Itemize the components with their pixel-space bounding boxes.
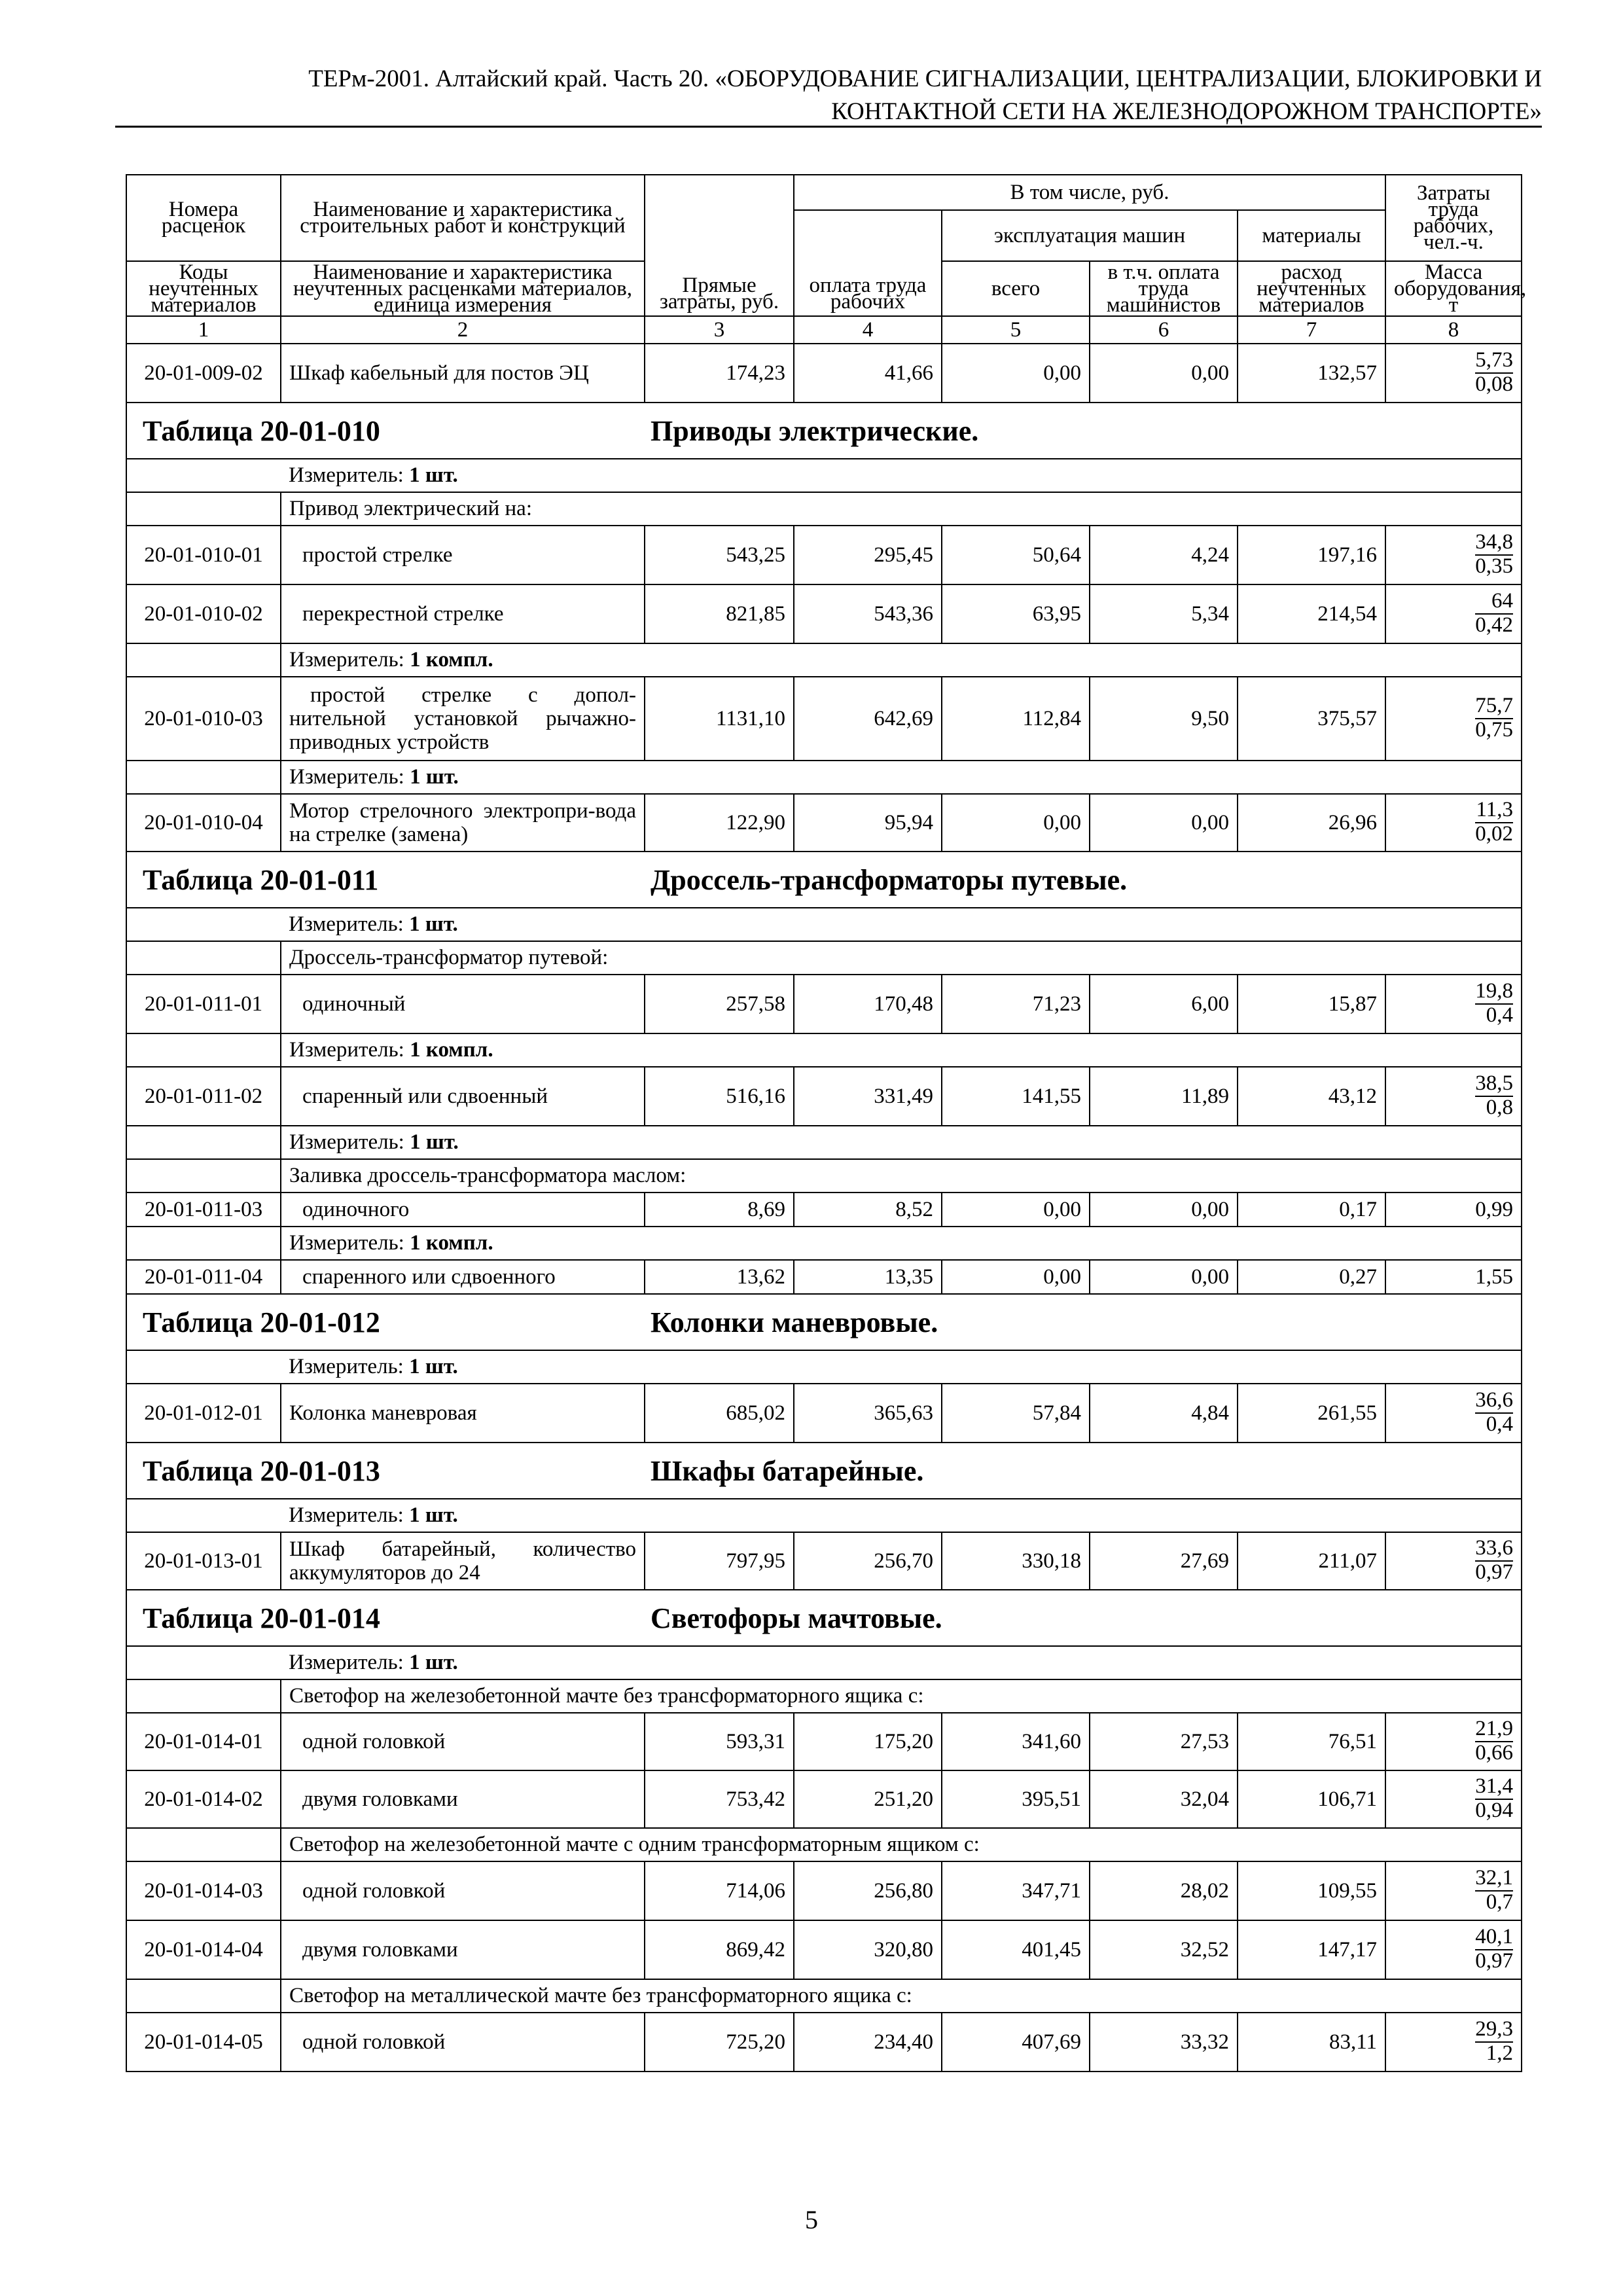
measure-label: Измеритель: (289, 463, 404, 487)
worker-pay: 251,20 (794, 1770, 942, 1828)
machinist-pay: 0,00 (1090, 344, 1238, 403)
table-row (126, 1067, 1522, 1126)
labor: 40,1 (1475, 1926, 1513, 1950)
measure-unit: 1 компл. (410, 1038, 493, 1062)
head-material-codes: Коды неучтенных материалов (126, 261, 281, 316)
group-row (126, 492, 1522, 526)
col-number: 3 (645, 316, 794, 344)
section-title: Дроссель-трансформаторы путевые. (651, 863, 1128, 896)
labor-mass (1385, 975, 1522, 1033)
section-number: Таблица 20-01-014 (143, 1602, 380, 1634)
mass: 0,42 (1475, 613, 1514, 637)
machines-total: 407,69 (942, 2013, 1090, 2072)
mass: 0,97 (1475, 1560, 1514, 1584)
group-title: Дроссель-трансформатор путевой: (281, 941, 1522, 975)
col-number: 5 (942, 316, 1090, 344)
machinist-pay: 6,00 (1090, 975, 1238, 1033)
col-number: 7 (1238, 316, 1385, 344)
materials: 197,16 (1238, 526, 1385, 584)
worker-pay: 642,69 (794, 677, 942, 761)
labor: 1,55 (1385, 1260, 1522, 1294)
head-material-name: Наименование и характеристика неучтенных расценками материалов, единица измерения (281, 261, 645, 316)
measure-label: Измеритель: (289, 1038, 404, 1062)
machines-total: 347,71 (942, 1861, 1090, 1920)
worker-pay: 95,94 (794, 794, 942, 852)
group-row (126, 941, 1522, 975)
table-row (126, 794, 1522, 852)
head-total: всего (942, 261, 1090, 316)
section-number: Таблица 20-01-011 (143, 863, 379, 896)
materials: 26,96 (1238, 794, 1385, 852)
machinist-pay: 0,00 (1090, 1260, 1238, 1294)
materials: 106,71 (1238, 1770, 1385, 1828)
materials: 132,57 (1238, 344, 1385, 403)
measure-label: Измеритель: (289, 1231, 404, 1255)
labor-mass (1385, 1770, 1522, 1828)
labor: 5,73 (1475, 350, 1513, 374)
rate-name: простой стрелке с допол-нительной установкой рычажно-приводных устройств (281, 677, 645, 761)
direct-costs: 593,31 (645, 1713, 794, 1770)
machines-total: 0,00 (942, 1193, 1090, 1227)
rate-code: 20-01-011-02 (126, 1067, 281, 1126)
head-equipment-mass: Масса оборудования, т (1385, 261, 1522, 316)
materials: 15,87 (1238, 975, 1385, 1033)
table-row (126, 1920, 1522, 1979)
direct-costs: 8,69 (645, 1193, 794, 1227)
mass: 0,7 (1486, 1890, 1514, 1914)
labor-mass (1385, 794, 1522, 852)
machinist-pay: 27,53 (1090, 1713, 1238, 1770)
direct-costs: 13,62 (645, 1260, 794, 1294)
worker-pay: 234,40 (794, 2013, 942, 2072)
measure-row (126, 908, 1522, 941)
worker-pay: 295,45 (794, 526, 942, 584)
rates-table (126, 174, 1527, 2072)
mass: 1,2 (1486, 2041, 1514, 2065)
rate-name: одиночного (281, 1193, 645, 1227)
section-heading (126, 852, 1522, 908)
group-row (126, 1979, 1522, 2013)
col-number: 2 (281, 316, 645, 344)
rate-name: одной головкой (281, 2013, 645, 2072)
machines-total: 395,51 (942, 1770, 1090, 1828)
mass: 0,75 (1475, 718, 1514, 742)
measure-label: Измеритель: (289, 912, 404, 936)
mass: 0,02 (1475, 822, 1514, 846)
measure-label: Измеритель: (289, 1355, 404, 1378)
labor: 32,1 (1475, 1867, 1513, 1892)
labor-mass (1385, 677, 1522, 761)
labor: 34,8 (1475, 531, 1513, 556)
machinist-pay: 32,52 (1090, 1920, 1238, 1979)
machines-total: 0,00 (942, 1260, 1090, 1294)
labor-mass (1385, 1384, 1522, 1443)
col-number: 4 (794, 316, 942, 344)
col-number: 6 (1090, 316, 1238, 344)
direct-costs: 821,85 (645, 584, 794, 643)
worker-pay: 170,48 (794, 975, 942, 1033)
measure-label: Измеритель: (289, 648, 404, 672)
section-title: Светофоры мачтовые. (651, 1602, 942, 1634)
section-number: Таблица 20-01-013 (143, 1454, 380, 1487)
materials: 76,51 (1238, 1713, 1385, 1770)
worker-pay: 543,36 (794, 584, 942, 643)
col-number: 8 (1385, 316, 1522, 344)
rate-name: двумя головками (281, 1920, 645, 1979)
labor-mass (1385, 1067, 1522, 1126)
labor-mass (1385, 1920, 1522, 1979)
rate-code: 20-01-012-01 (126, 1384, 281, 1443)
machinist-pay: 33,32 (1090, 2013, 1238, 2072)
materials: 0,17 (1238, 1193, 1385, 1227)
rate-code: 20-01-014-03 (126, 1861, 281, 1920)
machines-total: 141,55 (942, 1067, 1090, 1126)
materials: 375,57 (1238, 677, 1385, 761)
labor-mass (1385, 526, 1522, 584)
labor: 31,4 (1475, 1776, 1513, 1800)
measure-row (126, 459, 1522, 492)
rate-code: 20-01-010-02 (126, 584, 281, 643)
rate-code: 20-01-014-05 (126, 2013, 281, 2072)
group-title: Привод электрический на: (281, 492, 1522, 526)
measure-unit: 1 шт. (410, 1130, 459, 1154)
group-title: Светофор на железобетонной мачте без трансформаторного ящика с: (281, 1679, 1522, 1713)
direct-costs: 516,16 (645, 1067, 794, 1126)
direct-costs: 753,42 (645, 1770, 794, 1828)
group-title: Светофор на металлической мачте без трансформаторного ящика с: (281, 1979, 1522, 2013)
machinist-pay: 27,69 (1090, 1532, 1238, 1590)
section-number: Таблица 20-01-010 (143, 414, 380, 447)
rate-code: 20-01-011-04 (126, 1260, 281, 1294)
rate-name: одной головкой (281, 1861, 645, 1920)
rate-name: одиночный (281, 975, 645, 1033)
machinist-pay: 4,84 (1090, 1384, 1238, 1443)
table-row (126, 526, 1522, 584)
section-heading (126, 1590, 1522, 1646)
mass: 0,4 (1486, 1412, 1514, 1436)
worker-pay: 175,20 (794, 1713, 942, 1770)
group-row (126, 1159, 1522, 1193)
measure-row (126, 1126, 1522, 1159)
mass: 0,8 (1486, 1096, 1514, 1119)
worker-pay: 256,70 (794, 1532, 942, 1590)
materials: 147,17 (1238, 1920, 1385, 1979)
measure-unit: 1 шт. (409, 912, 458, 936)
section-heading (126, 1294, 1522, 1350)
rate-name: Шкаф кабельный для постов ЭЦ (281, 344, 645, 403)
rate-name: простой стрелке (281, 526, 645, 584)
rate-code: 20-01-010-03 (126, 677, 281, 761)
rate-code: 20-01-010-01 (126, 526, 281, 584)
labor-mass (1385, 344, 1522, 403)
labor: 21,9 (1475, 1718, 1513, 1742)
labor: 36,6 (1475, 1390, 1513, 1414)
measure-unit: 1 шт. (410, 765, 459, 789)
worker-pay: 256,80 (794, 1861, 942, 1920)
materials: 214,54 (1238, 584, 1385, 643)
group-title: Заливка дроссель-трансформатора маслом: (281, 1159, 1522, 1193)
machines-total: 0,00 (942, 794, 1090, 852)
measure-unit: 1 компл. (410, 648, 493, 672)
materials: 261,55 (1238, 1384, 1385, 1443)
table-row (126, 584, 1522, 643)
rate-code: 20-01-014-04 (126, 1920, 281, 1979)
rate-name: Шкаф батарейный, количество аккумуляторов до 24 (281, 1532, 645, 1590)
measure-label: Измеритель: (289, 1130, 404, 1154)
head-machinist-pay: в т.ч. оплата труда машинистов (1090, 261, 1238, 316)
worker-pay: 320,80 (794, 1920, 942, 1979)
section-title: Шкафы батарейные. (651, 1454, 924, 1487)
labor: 75,7 (1475, 695, 1513, 719)
rate-code: 20-01-010-04 (126, 794, 281, 852)
rate-code: 20-01-014-01 (126, 1713, 281, 1770)
col-number: 1 (126, 316, 281, 344)
table-row (126, 1770, 1522, 1828)
rate-code: 20-01-009-02 (126, 344, 281, 403)
running-header-line2: КОНТАКТНОЙ СЕТИ НА ЖЕЛЕЗНОДОРОЖНОМ ТРАНСПОРТЕ» (831, 98, 1542, 125)
direct-costs: 174,23 (645, 344, 794, 403)
measure-row (126, 1499, 1522, 1532)
direct-costs: 122,90 (645, 794, 794, 852)
measure-row (126, 1033, 1522, 1067)
measure-unit: 1 шт. (409, 1651, 458, 1674)
running-header-line1: ТЕРм-2001. Алтайский край. Часть 20. «ОБОРУДОВАНИЕ СИГНАЛИЗАЦИИ, ЦЕНТРАЛИЗАЦИИ, БЛОКИРОВКИ И (308, 65, 1542, 92)
labor-mass (1385, 1861, 1522, 1920)
machinist-pay: 32,04 (1090, 1770, 1238, 1828)
table-row (126, 1861, 1522, 1920)
machines-total: 330,18 (942, 1532, 1090, 1590)
mass: 0,08 (1475, 372, 1514, 396)
rate-name: Колонка маневровая (281, 1384, 645, 1443)
mass: 0,66 (1475, 1741, 1514, 1765)
worker-pay: 331,49 (794, 1067, 942, 1126)
rate-code: 20-01-013-01 (126, 1532, 281, 1590)
section-number: Таблица 20-01-012 (143, 1306, 380, 1338)
mass: 0,35 (1475, 554, 1514, 578)
table-row (126, 1384, 1522, 1443)
worker-pay: 41,66 (794, 344, 942, 403)
measure-row (126, 1646, 1522, 1679)
materials: 109,55 (1238, 1861, 1385, 1920)
measure-label: Измеритель: (289, 1503, 404, 1527)
head-direct-costs: Прямые затраты, руб. (645, 175, 794, 316)
head-worker-pay: оплата труда рабочих (794, 210, 942, 316)
table-row (126, 344, 1522, 403)
materials: 211,07 (1238, 1532, 1385, 1590)
measure-row (126, 643, 1522, 677)
rate-code: 20-01-011-03 (126, 1193, 281, 1227)
machines-total: 50,64 (942, 526, 1090, 584)
measure-unit: 1 шт. (409, 463, 458, 487)
labor-mass (1385, 584, 1522, 643)
materials: 0,27 (1238, 1260, 1385, 1294)
labor: 64 (1475, 590, 1513, 615)
machinist-pay: 11,89 (1090, 1067, 1238, 1126)
machines-total: 341,60 (942, 1713, 1090, 1770)
machinist-pay: 5,34 (1090, 584, 1238, 643)
machines-total: 112,84 (942, 677, 1090, 761)
machines-total: 401,45 (942, 1920, 1090, 1979)
rate-name: Мотор стрелочного электропри-вода на стрелке (замена) (281, 794, 645, 852)
labor-mass (1385, 2013, 1522, 2072)
measure-label: Измеритель: (289, 1651, 404, 1674)
table-row (126, 1713, 1522, 1770)
machinist-pay: 28,02 (1090, 1861, 1238, 1920)
machines-total: 63,95 (942, 584, 1090, 643)
machinist-pay: 9,50 (1090, 677, 1238, 761)
head-rate-numbers: Номера расценок (126, 175, 281, 261)
mass: 0,94 (1475, 1799, 1514, 1822)
machinist-pay: 0,00 (1090, 794, 1238, 852)
group-row (126, 1828, 1522, 1861)
measure-row (126, 1227, 1522, 1260)
direct-costs: 1131,10 (645, 677, 794, 761)
rate-name: спаренный или сдвоенный (281, 1067, 645, 1126)
section-title: Колонки маневровые. (651, 1306, 938, 1338)
group-row (126, 1679, 1522, 1713)
table-row (126, 1193, 1522, 1227)
worker-pay: 8,52 (794, 1193, 942, 1227)
direct-costs: 714,06 (645, 1861, 794, 1920)
section-heading (126, 403, 1522, 459)
direct-costs: 257,58 (645, 975, 794, 1033)
materials: 83,11 (1238, 2013, 1385, 2072)
rate-name: двумя головками (281, 1770, 645, 1828)
machinist-pay: 0,00 (1090, 1193, 1238, 1227)
worker-pay: 13,35 (794, 1260, 942, 1294)
worker-pay: 365,63 (794, 1384, 942, 1443)
section-heading (126, 1443, 1522, 1499)
table-row (126, 1532, 1522, 1590)
direct-costs: 685,02 (645, 1384, 794, 1443)
materials: 43,12 (1238, 1067, 1385, 1126)
direct-costs: 869,42 (645, 1920, 794, 1979)
labor: 11,3 (1475, 799, 1513, 823)
head-unaccounted-consumption: расход неучтенных материалов (1238, 261, 1385, 316)
rate-code: 20-01-011-01 (126, 975, 281, 1033)
head-machines: эксплуатация машин (942, 210, 1238, 261)
table-row (126, 1260, 1522, 1294)
group-title: Светофор на железобетонной мачте с одним трансформаторным ящиком с: (281, 1828, 1522, 1861)
head-work-name: Наименование и характеристика строительных работ и конструкций (281, 175, 645, 261)
rate-name: спаренного или сдвоенного (281, 1260, 645, 1294)
labor: 0,99 (1385, 1193, 1522, 1227)
rate-name: одной головкой (281, 1713, 645, 1770)
labor: 19,8 (1475, 980, 1513, 1005)
machines-total: 0,00 (942, 344, 1090, 403)
rate-code: 20-01-014-02 (126, 1770, 281, 1828)
running-header (118, 63, 1542, 128)
header-rule (115, 126, 1542, 128)
table-row (126, 975, 1522, 1033)
labor: 33,6 (1475, 1537, 1513, 1562)
head-labor: Затраты труда рабочих, чел.-ч. (1385, 175, 1522, 261)
machinist-pay: 4,24 (1090, 526, 1238, 584)
table-row (126, 2013, 1522, 2072)
measure-unit: 1 шт. (409, 1503, 458, 1527)
labor: 38,5 (1475, 1073, 1513, 1097)
head-including: В том числе, руб. (794, 175, 1385, 210)
mass: 0,97 (1475, 1949, 1514, 1973)
machines-total: 71,23 (942, 975, 1090, 1033)
measure-row (126, 1350, 1522, 1384)
section-title: Приводы электрические. (651, 414, 979, 447)
direct-costs: 797,95 (645, 1532, 794, 1590)
head-materials: материалы (1238, 210, 1385, 261)
table-row (126, 677, 1522, 761)
measure-unit: 1 шт. (409, 1355, 458, 1378)
page-number: 5 (805, 2205, 818, 2234)
direct-costs: 543,25 (645, 526, 794, 584)
labor-mass (1385, 1532, 1522, 1590)
labor-mass (1385, 1713, 1522, 1770)
measure-label: Измеритель: (289, 765, 404, 789)
measure-row (126, 761, 1522, 794)
measure-unit: 1 компл. (410, 1231, 493, 1255)
labor: 29,3 (1475, 2018, 1513, 2043)
direct-costs: 725,20 (645, 2013, 794, 2072)
rate-name: перекрестной стрелке (281, 584, 645, 643)
mass: 0,4 (1486, 1003, 1514, 1027)
machines-total: 57,84 (942, 1384, 1090, 1443)
